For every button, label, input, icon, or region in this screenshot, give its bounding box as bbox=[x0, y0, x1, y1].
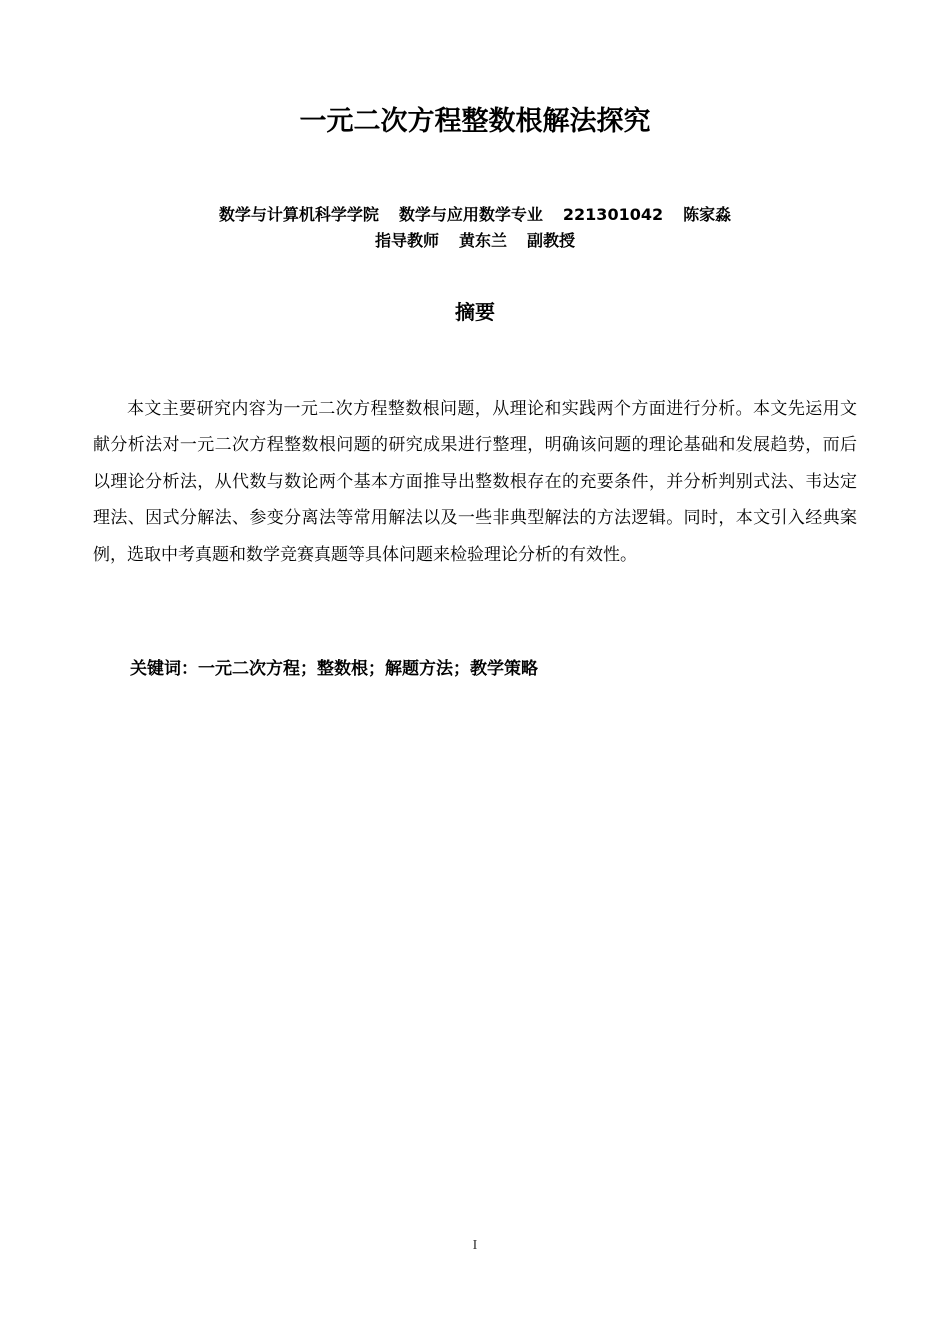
advisor-name: 黄东兰 bbox=[458, 231, 507, 250]
keywords-text: 一元二次方程；整数根；解题方法；教学策略 bbox=[198, 659, 538, 679]
school-name: 数学与计算机科学学院 bbox=[218, 205, 379, 224]
author-block bbox=[0, 202, 950, 254]
author-line bbox=[0, 202, 950, 228]
keywords bbox=[130, 655, 850, 683]
advisor-line bbox=[0, 228, 950, 254]
major-name: 数学与应用数学专业 bbox=[398, 205, 543, 224]
advisor-label: 指导教师 bbox=[374, 231, 439, 250]
advisor-title: 副教授 bbox=[527, 231, 576, 250]
author-name: 陈家淼 bbox=[683, 205, 732, 224]
keywords-label: 关键词： bbox=[130, 659, 198, 679]
abstract-body: 本文主要研究内容为一元二次方程整数根问题，从理论和实践两个方面进行分析。本文先运用文献分析法对一元二次方程整数根问题的研究成果进行整理，明确该问题的理论基础和发展趋势，而后以理论分析法，从代数与数论两个基本方面推导出整数根存在的充要条件，并分析判别式法、韦达定理法、因式分解法、参变分离法等常用解法以及一些非典型解法的方法逻辑。同时，本文引入经典案例，选取中考真题和数学竞赛真题等具体问题来检验理论分析的有效性。 bbox=[93, 399, 857, 565]
abstract-heading: 摘要 bbox=[455, 300, 495, 324]
page-number: I bbox=[472, 1238, 478, 1253]
student-id: 221301042 bbox=[562, 205, 664, 224]
page-title: 一元二次方程整数根解法探究 bbox=[299, 106, 651, 137]
